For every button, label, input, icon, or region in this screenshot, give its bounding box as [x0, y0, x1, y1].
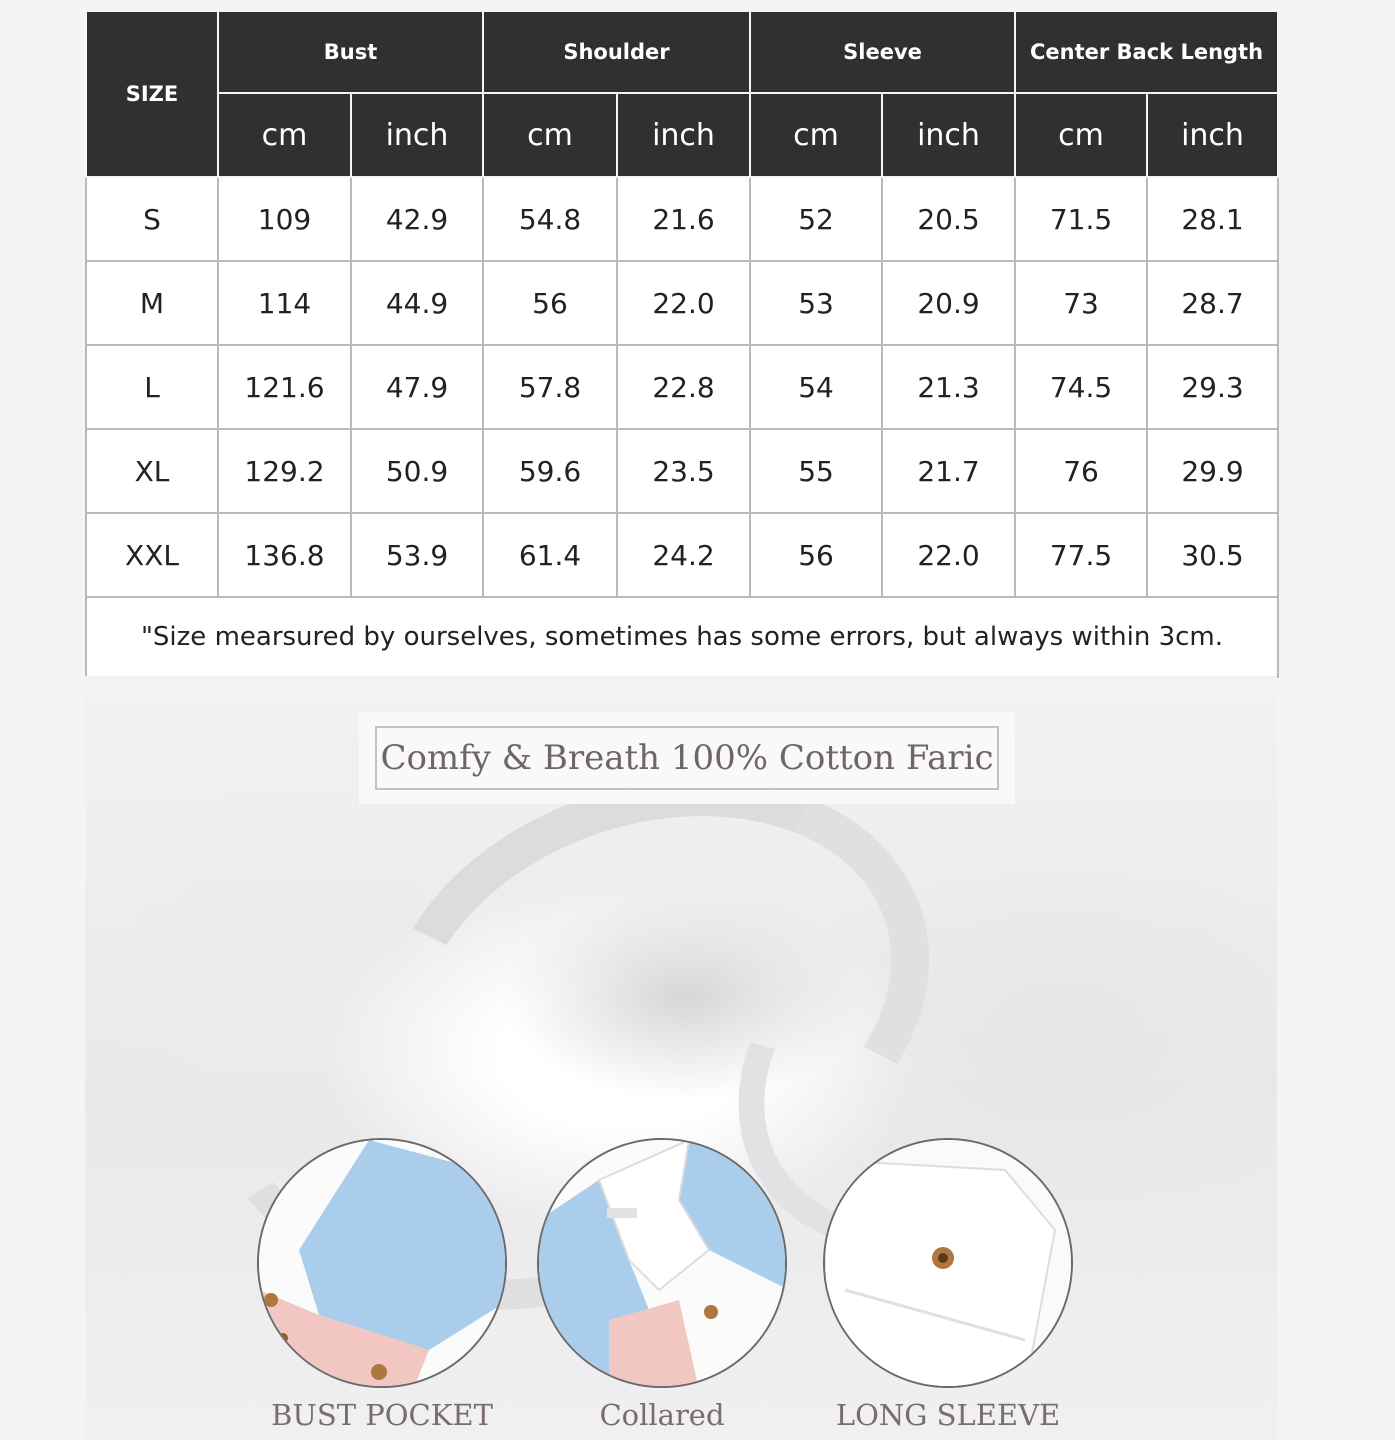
table-cell: 28.1	[1147, 177, 1278, 261]
table-cell: 76	[1015, 429, 1147, 513]
table-cell: 56	[483, 261, 617, 345]
table-row	[86, 513, 1278, 597]
header-unit-row	[86, 93, 1278, 177]
header-group-row	[86, 11, 1278, 93]
feature-caption: Collared	[599, 1398, 725, 1432]
product-image	[85, 10, 1277, 1440]
table-cell: 54.8	[483, 177, 617, 261]
size-label: L	[86, 345, 218, 429]
table-cell: 55	[750, 429, 882, 513]
table-row	[86, 177, 1278, 261]
table-cell: 61.4	[483, 513, 617, 597]
bust-header: Bust	[218, 11, 483, 93]
feature-collared	[537, 1138, 787, 1432]
table-cell: 20.5	[882, 177, 1015, 261]
unit-header: cm	[218, 93, 351, 177]
size-note: "Size mearsured by ourselves, sometimes has some errors, but always within 3cm.	[86, 597, 1278, 677]
table-cell: 22.0	[882, 513, 1015, 597]
size-label: XL	[86, 429, 218, 513]
feature-long-sleeve	[823, 1138, 1073, 1432]
table-cell: 52	[750, 177, 882, 261]
unit-header: cm	[750, 93, 882, 177]
table-cell: 71.5	[1015, 177, 1147, 261]
center-back-length-header: Center Back Length	[1015, 11, 1278, 93]
table-cell: 22.8	[617, 345, 750, 429]
unit-header: inch	[617, 93, 750, 177]
table-row	[86, 261, 1278, 345]
size-column-header: SIZE	[86, 11, 218, 177]
table-cell: 77.5	[1015, 513, 1147, 597]
table-cell: 20.9	[882, 261, 1015, 345]
table-cell: 121.6	[218, 345, 351, 429]
table-cell: 136.8	[218, 513, 351, 597]
table-cell: 59.6	[483, 429, 617, 513]
sleeve-header: Sleeve	[750, 11, 1015, 93]
size-label: XXL	[86, 513, 218, 597]
table-cell: 21.6	[617, 177, 750, 261]
table-cell: 114	[218, 261, 351, 345]
size-label: S	[86, 177, 218, 261]
table-cell: 129.2	[218, 429, 351, 513]
fabric-photo	[85, 676, 1277, 1440]
table-row	[86, 429, 1278, 513]
table-cell: 53	[750, 261, 882, 345]
table-cell: 56	[750, 513, 882, 597]
table-cell: 22.0	[617, 261, 750, 345]
feature-caption: BUST POCKET	[271, 1398, 493, 1432]
table-cell: 21.3	[882, 345, 1015, 429]
unit-header: inch	[882, 93, 1015, 177]
table-note-row	[86, 597, 1278, 677]
shoulder-header: Shoulder	[483, 11, 750, 93]
feature-caption: LONG SLEEVE	[835, 1398, 1061, 1432]
feature-bust-pocket	[257, 1138, 507, 1432]
table-cell: 23.5	[617, 429, 750, 513]
table-cell: 42.9	[351, 177, 483, 261]
table-row	[86, 345, 1278, 429]
table-cell: 53.9	[351, 513, 483, 597]
bust-pocket-icon	[257, 1138, 507, 1388]
table-cell: 50.9	[351, 429, 483, 513]
table-cell: 74.5	[1015, 345, 1147, 429]
size-label: M	[86, 261, 218, 345]
table-cell: 109	[218, 177, 351, 261]
unit-header: cm	[1015, 93, 1147, 177]
unit-header: cm	[483, 93, 617, 177]
fabric-banner	[359, 712, 1015, 804]
table-cell: 21.7	[882, 429, 1015, 513]
table-cell: 47.9	[351, 345, 483, 429]
sleeve-cuff-icon	[823, 1138, 1073, 1388]
collar-icon	[537, 1138, 787, 1388]
table-cell: 54	[750, 345, 882, 429]
table-cell: 57.8	[483, 345, 617, 429]
table-cell: 44.9	[351, 261, 483, 345]
table-cell: 29.9	[1147, 429, 1278, 513]
table-cell: 73	[1015, 261, 1147, 345]
table-cell: 30.5	[1147, 513, 1278, 597]
table-cell: 29.3	[1147, 345, 1278, 429]
fabric-banner-text: Comfy & Breath 100% Cotton Faric	[375, 726, 999, 790]
size-chart-table	[85, 10, 1279, 678]
unit-header: inch	[351, 93, 483, 177]
unit-header: inch	[1147, 93, 1278, 177]
table-cell: 24.2	[617, 513, 750, 597]
table-cell: 28.7	[1147, 261, 1278, 345]
